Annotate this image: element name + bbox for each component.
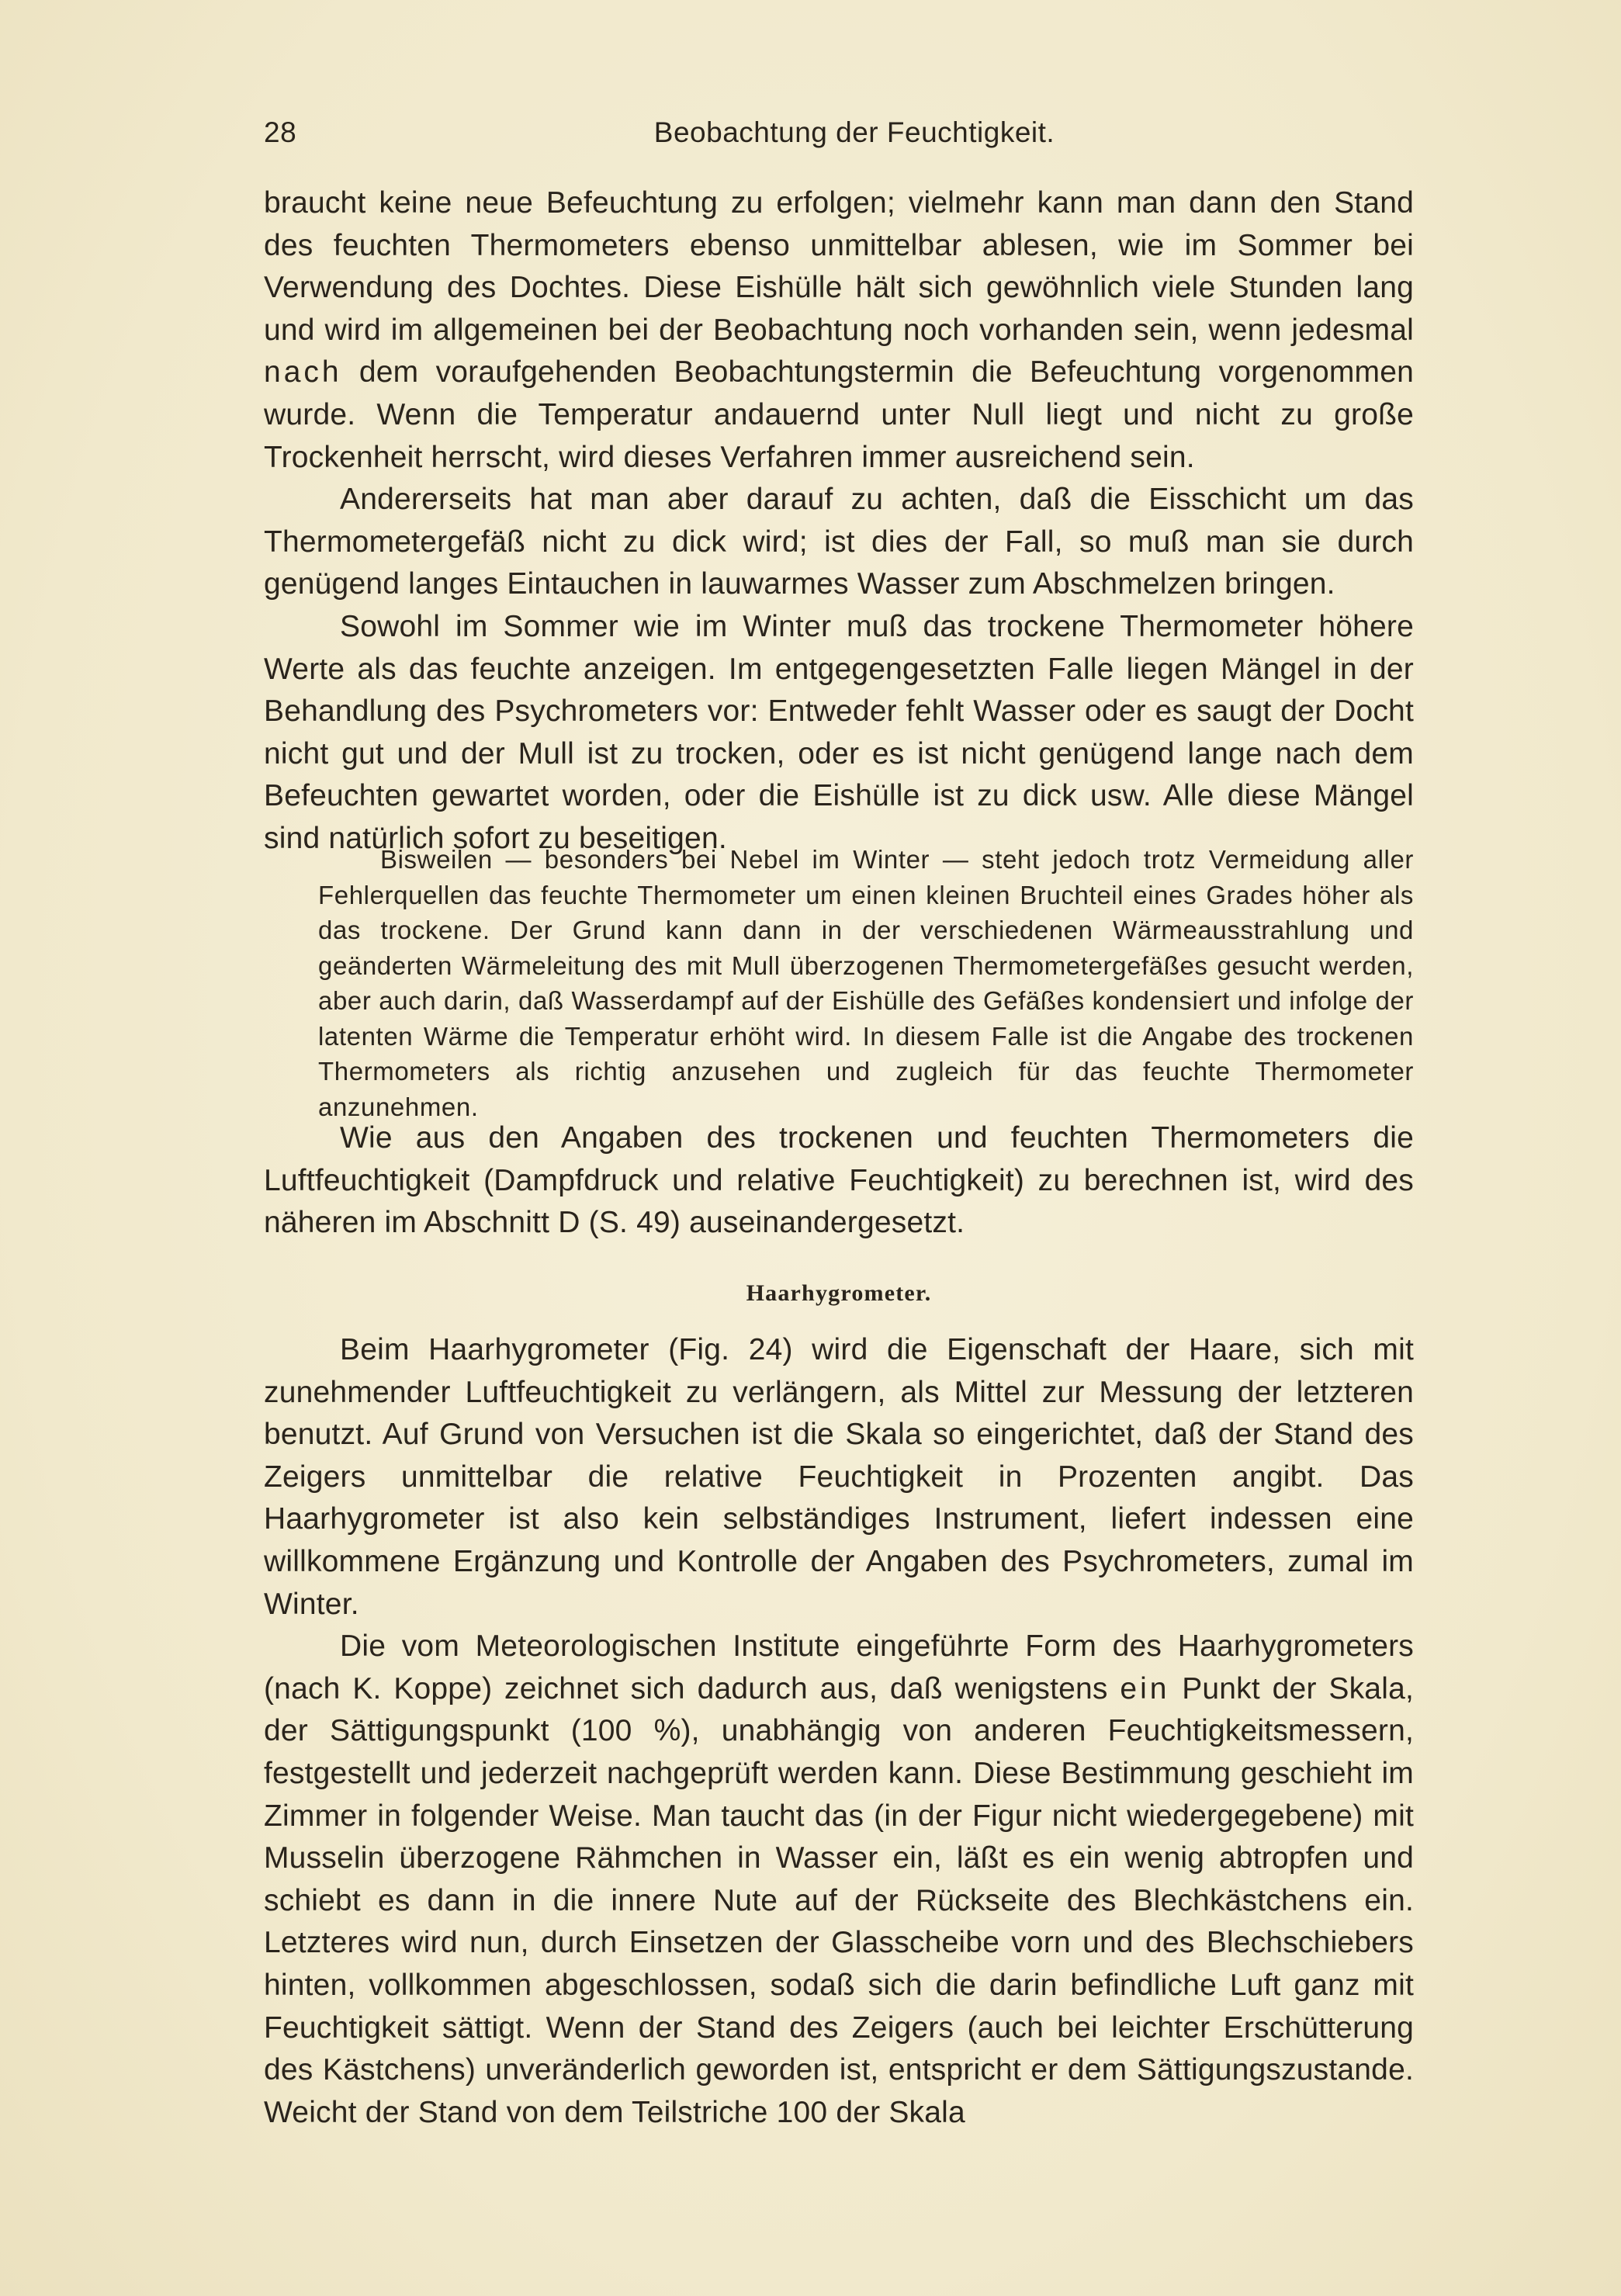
paragraph: Wie aus den Angaben des trockenen und feuchten Thermometers die Luftfeuchtigkeit (Dampfdruck und relative Feuchtigkeit) zu berechnen ist, wird des näheren im Abschnitt D (S. 49) auseinandergesetzt. (264, 1121, 1414, 1240)
paragraph: Beim Haarhygrometer (Fig. 24) wird die Eigenschaft der Haare, sich mit zunehmender Luftfeuchtigkeit zu verlängern, als Mittel zur Messung der letzteren benutzt. Auf Grund von Versuchen ist die Skala so eingerichtet, daß der Stand des Zeigers unmittelbar die relative Feuchtigkeit in Prozenten angibt. Das Haarhygrometer ist also kein selbständiges Instrument, liefert indessen eine willkommene Ergänzung und Kontrolle der Angaben des Psychrometers, zumal im Winter. (264, 1333, 1414, 1621)
paragraph-text: Die vom Meteorologischen Institute eingeführte Form des Haarhygrometers (nach K. Koppe) zeichnet sich dadurch aus, daß wenigstens (264, 1629, 1414, 1706)
section-title: Haarhygrometer. (746, 1280, 932, 1306)
page-header (264, 116, 1414, 163)
page-number: 28 (264, 116, 297, 148)
spaced-emphasis: ein (1120, 1671, 1170, 1706)
section-heading-block (264, 1280, 1414, 1307)
small-print-note (264, 842, 1414, 1124)
paragraph: Andererseits hat man aber darauf zu achten, daß die Eisschicht um das Thermometergefäß nicht zu dick wird; ist dies der Fall, so muß man sie durch genügend langes Eintauchen in lauwarmes Wasser zum Abschmelzen bringen. (264, 483, 1414, 601)
paragraph-text: dem voraufgehenden Beobachtungstermin die Befeuchtung vorgenommen wurde. Wenn die Temperatur andauernd unter Null liegt und nicht zu große Trockenheit herrscht, wird dieses Verfahren immer ausreichend sein. (264, 355, 1414, 474)
paragraph-text: braucht keine neue Befeuchtung zu erfolgen; vielmehr kann man dann den Stand des feuchten Thermometers ebenso unmittelbar ablesen, wie im Sommer bei Verwendung des Dochtes. Diese Eishülle hält sich gewöhnlich viele Stunden lang und wird im allgemeinen bei der Beobachtung noch vorhanden sein, wenn jedesmal (264, 186, 1414, 347)
paragraph (264, 1626, 1414, 2134)
main-text-block-1 (264, 182, 1414, 861)
paragraph: Sowohl im Sommer wie im Winter muß das trockene Thermometer höhere Werte als das feuchte anzeigen. Im entgegengesetzten Falle liegen Mängel in der Behandlung des Psychrometers vor: Entweder fehlt Wasser oder es saugt der Docht nicht gut und der Mull ist zu trocken, oder es ist nicht genügend lange nach dem Befeuchten gewartet worden, oder die Eishülle ist zu dick usw. Alle diese Mängel sind natürlich sofort zu beseitigen. (264, 609, 1414, 855)
main-text-block-3 (264, 1329, 1414, 2134)
paragraph-text: Punkt der Skala, der Sättigungspunkt (100 %), unabhängig von anderen Feuchtigkeitsmessern, festgestellt und jederzeit nachgeprüft werden kann. Diese Bestimmung geschieht im Zimmer in folgender Weise. Man taucht das (in der Figur nicht wiedergegebene) mit Musselin überzogene Rähmchen in Wasser ein, läßt es ein wenig abtropfen und schiebt es dann in die innere Nute auf der Rückseite des Blechkästchens ein. Letzteres wird nun, durch Einsetzen der Glasscheibe vorn und des Blechschiebers hinten, vollkommen abgeschlossen, sodaß sich die darin befindliche Luft ganz mit Feuchtigkeit sättigt. Wenn der Stand des Zeigers (auch bei leichter Erschütterung des Kästchens) unveränderlich geworden ist, entspricht er dem Sättigungszustande. Weicht der Stand von dem Teilstriche 100 der Skala (264, 1671, 1414, 2129)
main-text-block-2 (264, 1117, 1414, 1245)
paragraph-continued (264, 182, 1414, 479)
spaced-emphasis: nach (264, 355, 342, 390)
running-title: Beobachtung der Feuchtigkeit. (653, 116, 1055, 148)
note-paragraph: Bisweilen — besonders bei Nebel im Winter — steht jedoch trotz Vermeidung aller Fehlerquellen das feuchte Thermometer um einen kleinen Bruchteil eines Grades höher als das trockene. Der Grund kann dann in der verschiedenen Wärmeausstrahlung und geänderten Wärmeleitung des mit Mull überzogenen Thermometergefäßes gesucht werden, aber auch darin, daß Wasserdampf auf der Eishülle des Gefäßes kondensiert und infolge der latenten Wärme die Temperatur erhöht wird. In diesem Falle ist die Angabe des trockenen Thermometers als richtig anzusehen und zugleich für das feuchte Thermometer anzunehmen. (318, 845, 1414, 1121)
